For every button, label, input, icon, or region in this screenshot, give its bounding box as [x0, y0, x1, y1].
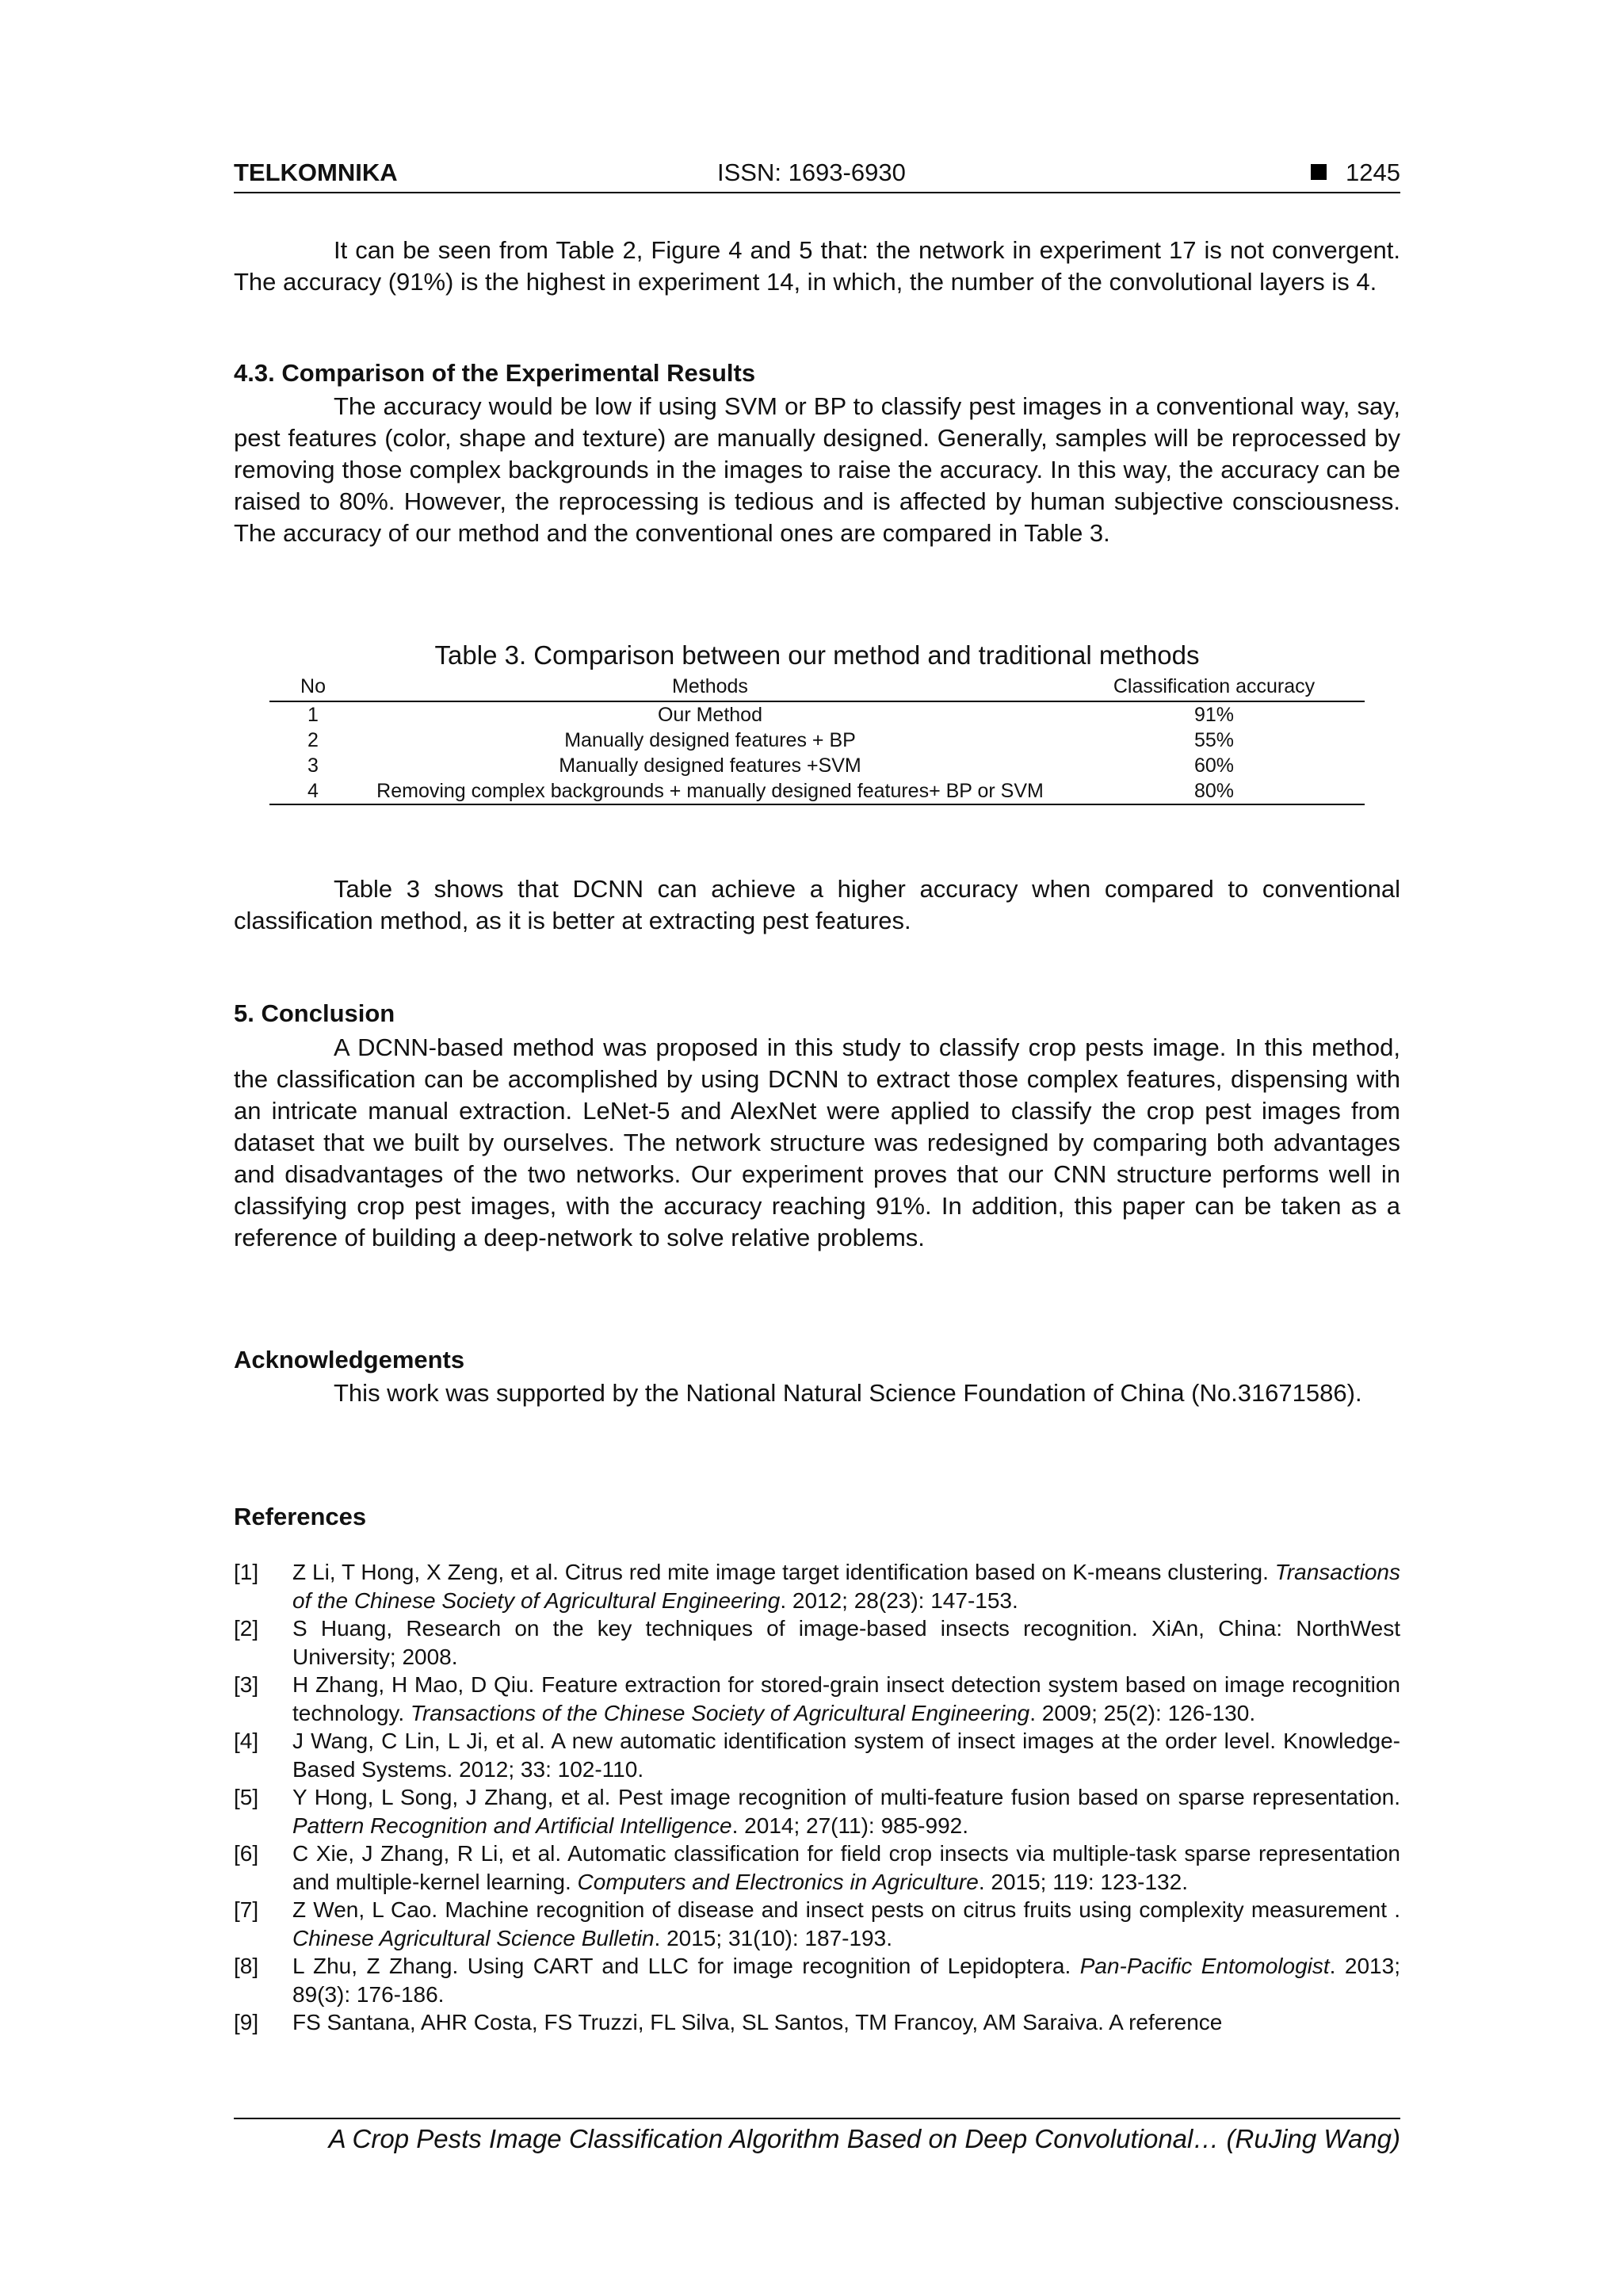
- reference-journal: Transactions of the Chinese Society of Agricultural Engineering: [410, 1700, 1030, 1725]
- cell-no: 1: [307, 703, 319, 726]
- reference-journal: Computers and Electronics in Agriculture: [577, 1869, 979, 1894]
- reference-journal: Chinese Agricultural Science Bulletin: [292, 1925, 655, 1950]
- cell-accuracy: 91%: [1193, 703, 1235, 726]
- reference-item: [234, 1727, 1400, 1783]
- cell-accuracy: 55%: [1193, 728, 1235, 751]
- comparison-table: [269, 673, 1365, 805]
- reference-list: [234, 1558, 1400, 2037]
- reference-number: [6]: [234, 1841, 259, 1866]
- table-row: [269, 728, 1365, 753]
- reference-text: Y Hong, L Song, J Zhang, et al. Pest image recognition of multi-feature fusion based on sparse representation. Pattern Recognition and Artificial Intelligence. 2014; 27(11): 985-992.: [292, 1785, 1400, 1838]
- section-4-3-paragraph: The accuracy would be low if using SVM or BP to classify pest images in a conventional way, say, pest features (color, shape and texture) are manually designed. Generally, samples will be reprocessed by removing those complex backgrounds in the images to raise the accuracy. In this way, the accuracy can be raised to 80%. However, the reprocessing is tedious and is affected by human subjective consciousness. The accuracy of our method and the conventional ones are compared in Table 3.: [234, 392, 1400, 547]
- reference-number: [5]: [234, 1785, 259, 1809]
- reference-number: [2]: [234, 1616, 259, 1641]
- col-header-methods: Methods: [357, 673, 1064, 701]
- cell-no: 3: [307, 754, 319, 777]
- reference-number: [9]: [234, 2010, 259, 2034]
- reference-item: [234, 2008, 1400, 2037]
- acknowledgements-paragraph: This work was supported by the National Natural Science Foundation of China (No.31671586).: [334, 1379, 1362, 1407]
- reference-text: S Huang, Research on the key techniques of image-based insects recognition. XiAn, China: NorthWest University; 2008.: [292, 1616, 1400, 1669]
- reference-journal: Pattern Recognition and Artificial Intelligence: [292, 1813, 732, 1838]
- section-heading-4-3: 4.3. Comparison of the Experimental Results: [234, 359, 756, 387]
- running-header: [234, 159, 1400, 193]
- reference-item: [234, 1671, 1400, 1727]
- reference-item: [234, 1952, 1400, 2008]
- table-row: [269, 701, 1365, 728]
- journal-name: TELKOMNIKA: [234, 159, 398, 186]
- section-heading-acknowledgements: Acknowledgements: [234, 1346, 465, 1373]
- reference-number: [3]: [234, 1672, 259, 1697]
- reference-item: [234, 1614, 1400, 1671]
- reference-number: [8]: [234, 1954, 259, 1978]
- intro-paragraph: It can be seen from Table 2, Figure 4 and 5 that: the network in experiment 17 is not convergent. The accuracy (91%) is the highest in experiment 14, in which, the number of the convolutional layers is 4.: [234, 236, 1400, 296]
- col-header-no: No: [269, 673, 357, 701]
- reference-text: C Xie, J Zhang, R Li, et al. Automatic classification for field crop insects via multiple-task sparse representation and multiple-kernel learning. Computers and Electronics in Agriculture. 2015; 119: 123-132.: [292, 1841, 1400, 1894]
- page: [234, 0, 1400, 2296]
- section-heading-conclusion: 5. Conclusion: [234, 999, 395, 1027]
- cell-method: Manually designed features +SVM: [559, 754, 861, 777]
- reference-text: Z Li, T Hong, X Zeng, et al. Citrus red mite image target identification based on K-means clustering. Transactions of the Chinese Society of Agricultural Engineering. 2012; 28(23): 147-153.: [292, 1560, 1400, 1613]
- reference-item: [234, 1558, 1400, 1614]
- cell-method: Our Method: [657, 703, 762, 726]
- issn: ISSN: 1693-6930: [717, 159, 906, 186]
- cell-accuracy: 80%: [1064, 778, 1365, 804]
- running-footer: A Crop Pests Image Classification Algorithm Based on Deep Convolutional… (RuJing Wang): [234, 2118, 1400, 2154]
- reference-item: [234, 1839, 1400, 1896]
- page-number: [1311, 159, 1400, 187]
- conclusion-paragraph: A DCNN-based method was proposed in this study to classify crop pests image. In this method, the classification can be accomplished by using DCNN to extract those complex features, dispensing with an intricate manual extraction. LeNet-5 and AlexNet were applied to classify the crop pest images from dataset that we built by ourselves. The network structure was redesigned by comparing both advantages and disadvantages of the two networks. Our experiment proves that our CNN structure performs well in classifying crop pest images, with the accuracy reaching 91%. In addition, this paper can be taken as a reference of building a deep-network to solve relative problems.: [234, 1033, 1400, 1251]
- table-row: [269, 753, 1365, 778]
- page-number-value: 1245: [1346, 159, 1400, 186]
- table-discussion-paragraph: Table 3 shows that DCNN can achieve a higher accuracy when compared to conventional classification method, as it is better at extracting pest features.: [234, 875, 1400, 934]
- reference-journal: Pan-Pacific Entomologist: [1079, 1954, 1330, 1978]
- cell-accuracy: 60%: [1193, 754, 1235, 777]
- reference-number: [1]: [234, 1560, 259, 1584]
- cell-method: Manually designed features + BP: [564, 728, 856, 751]
- col-header-accuracy: Classification accuracy: [1064, 673, 1365, 701]
- reference-item: [234, 1896, 1400, 1952]
- square-bullet-icon: [1311, 164, 1327, 180]
- section-heading-references: References: [234, 1503, 367, 1530]
- table-header-row: [269, 673, 1365, 701]
- reference-text: Z Wen, L Cao. Machine recognition of disease and insect pests on citrus fruits using complexity measurement . Chinese Agricultural Science Bulletin. 2015; 31(10): 187-193.: [292, 1897, 1400, 1950]
- reference-text: H Zhang, H Mao, D Qiu. Feature extraction for stored-grain insect detection system based on image recognition technology. Transactions of the Chinese Society of Agricultural Engineering. 2009; 25(2): 126-130.: [292, 1672, 1400, 1725]
- reference-number: [4]: [234, 1729, 259, 1753]
- table-row: [269, 778, 1365, 804]
- reference-text: FS Santana, AHR Costa, FS Truzzi, FL Silva, SL Santos, TM Francoy, AM Saraiva. A reference: [292, 2010, 1223, 2034]
- cell-no: 4: [269, 778, 357, 804]
- cell-method: Removing complex backgrounds + manually designed features+ BP or SVM: [357, 778, 1064, 804]
- reference-text: J Wang, C Lin, L Ji, et al. A new automatic identification system of insect images at the order level. Knowledge-Based Systems. 2012; 33: 102-110.: [292, 1729, 1400, 1782]
- reference-text: L Zhu, Z Zhang. Using CART and LLC for image recognition of Lepidoptera. Pan-Pacific Entomologist. 2013; 89(3): 176-186.: [292, 1954, 1400, 2007]
- cell-no: 2: [307, 728, 319, 751]
- reference-item: [234, 1783, 1400, 1839]
- reference-number: [7]: [234, 1897, 259, 1922]
- table-caption: Table 3. Comparison between our method and traditional methods: [434, 640, 1200, 670]
- reference-journal: Transactions of the Chinese Society of Agricultural Engineering: [292, 1560, 1400, 1613]
